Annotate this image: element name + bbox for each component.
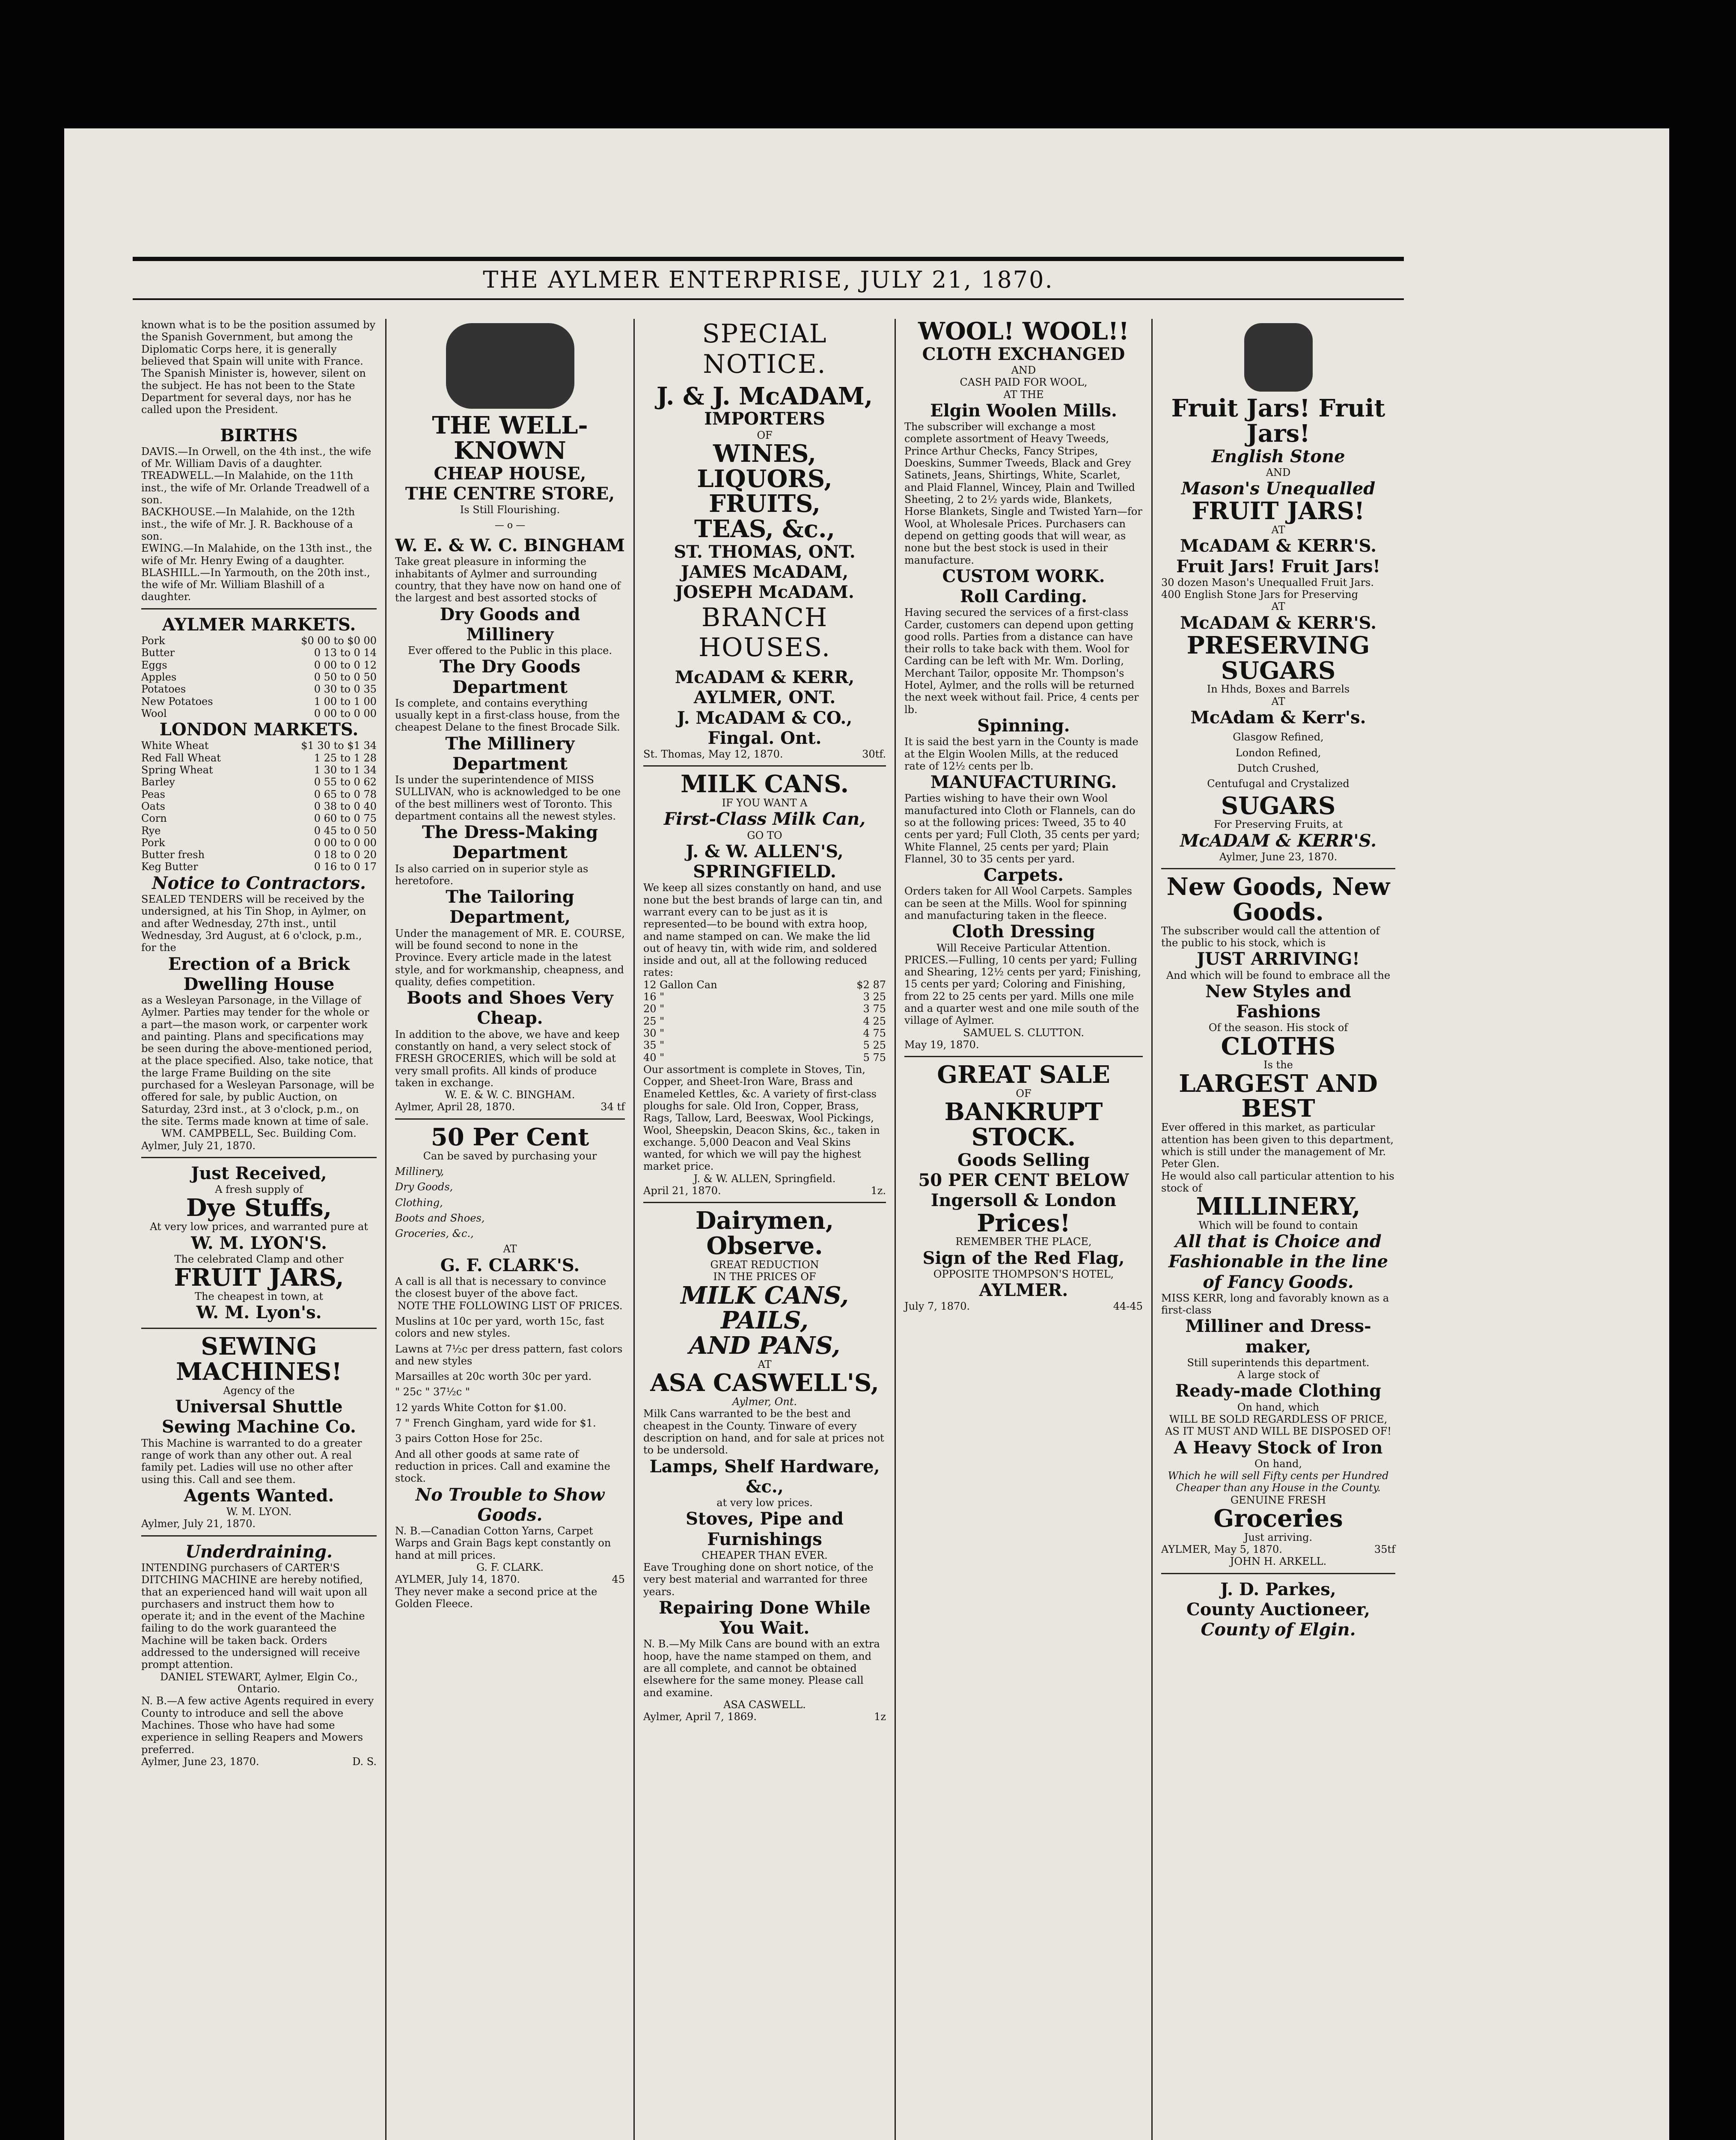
market-row: White Wheat $1 30 to $1 34 xyxy=(141,740,377,752)
market-row: Peas 0 65 to 0 78 xyxy=(141,788,377,800)
birth-entry: BLASHILL.—In Yarmouth, on the 20th inst., the wife of Mr. William Blashill of a daughter. xyxy=(141,566,370,603)
date-3: Aylmer, July 21, 1870. xyxy=(141,1518,256,1530)
market-row: Barley 0 55 to 0 62 xyxy=(141,776,377,788)
isthe: Is the xyxy=(1263,1059,1293,1071)
contractors-sign: WM. CAMPBELL, Sec. Building Com. xyxy=(161,1127,357,1140)
market-row: Apples 0 50 to 0 50 xyxy=(141,671,377,683)
asa-date-row xyxy=(643,1711,886,1723)
contractors-date: Aylmer, July 21, 1870. xyxy=(141,1139,256,1152)
aylmer-markets-title: AYLMER MARKETS. xyxy=(162,614,356,635)
date-2: AYLMER, July 14, 1870. xyxy=(395,1573,520,1586)
market-row: Spring Wheat 1 30 to 1 34 xyxy=(141,764,377,776)
market-row: Potatoes 0 30 to 0 35 xyxy=(141,683,377,696)
birth-entry: DAVIS.—In Orwell, on the 4th inst., the wife of Mr. William Davis of a daughter. xyxy=(141,445,372,470)
divider xyxy=(643,1202,886,1203)
mckerr-4: McADAM & KERR'S. xyxy=(1180,830,1376,851)
preserving: PRESERVING SUGARS xyxy=(1186,631,1370,685)
top-rule xyxy=(133,257,1404,261)
flourishing: Is Still Flourishing. xyxy=(460,503,560,516)
asa-date: Aylmer, April 7, 1869. xyxy=(643,1711,757,1723)
list-item: Groceries, &c., xyxy=(395,1228,474,1240)
kerr: MISS KERR, long and favorably known as a first-class xyxy=(1161,1292,1389,1317)
note: NOTE THE FOLLOWING LIST OF PRICES. xyxy=(397,1299,623,1312)
fleece: They never make a second price at the Golden Fleece. xyxy=(395,1585,597,1610)
can-be-saved: Can be saved by purchasing your xyxy=(423,1150,597,1162)
take: Take great pleasure in informing the inhabitants of Aylmer and surrounding country, that they have now on hand one of the largest and best assorted stocks of xyxy=(395,556,621,604)
dress-dept: The Dress-Making Department xyxy=(422,822,598,863)
date-row xyxy=(395,1101,625,1113)
column-2 xyxy=(385,319,633,2140)
subscriber: The subscriber will exchange a most complete assortment of Heavy Tweeds, Prince Arthur Checks, Fancy Stripes, Doeskins, Summer Tweeds, Black and Grey Satinets, Jeans, Shirtings, White, Scarlet, and Plaid Flannel, Wincey, Plain and Twilled Sheeting, 2 to 2½ yards wide, Blankets, Horse Blankets, Single and Twisted Yarn—for Wool, at Wholesale Prices. Purchasers can depend on getting goods that will wear, as none but the best stock is used in their manufacture. xyxy=(904,421,1142,566)
ever: Ever offered to the Public in this place. xyxy=(408,645,612,657)
masthead: THE AYLMER ENTERPRISE, JULY 21, 1870. xyxy=(483,266,1054,293)
birth-entry: EWING.—In Malahide, on the 13th inst., the wife of Mr. Henry Ewing of a daughter. xyxy=(141,542,372,567)
contractors-headline: Erection of a Brick Dwelling House xyxy=(168,954,350,994)
celebrated: The celebrated Clamp and other xyxy=(174,1253,344,1265)
still: Still superintends this department. xyxy=(1187,1356,1370,1369)
embrace: And which will be found to embrace all the xyxy=(1166,969,1391,981)
asa-sign: ASA CASWELL. xyxy=(723,1698,806,1711)
contractors-text-2: as a Wesleyan Parsonage, in the Village of Aylmer. Parties may tender for the whole or a part—the mason work, or carpenter work and painting. Plans and specifications may be seen during the above-mentioned period, at the place specified. Also, take notice, that the large Frame Building on the site purchased for a Wesleyan Parsonage, will be offered for sale, by public Auction, on Saturday, 23rd inst., at 3 o'clock, p.m., on the site. Terms made known at time of sale. xyxy=(141,994,375,1127)
nb: N. B.—Canadian Cotton Yarns, Carpet Warps and Grain Bags kept constantly on hand at mill prices. xyxy=(395,1525,611,1561)
divider xyxy=(643,765,886,767)
separator: — o — xyxy=(494,520,526,531)
aylmer-ont: AYLMER, ONT. xyxy=(693,687,836,708)
clutton: SAMUEL S. CLUTTON. xyxy=(963,1026,1084,1039)
nb: N. B.—My Milk Cans are bound with an extra hoop, have the name stamped on them, and are all complete, and cannot be obtained elsewhere for the same money. Please call and examine. xyxy=(643,1638,880,1699)
assortment: Our assortment is complete in Stoves, Tin, Copper, and Sheet-Iron Ware, Brass and Enameled Kettles, &c. A variety of first-class ploughs for sale. Old Iron, Copper, Brass, Rags, Tallow, Lard, Beeswax, Wool Pickings, Wool, Sheepskin, Deacon Skins, &c., taken in exchange. 5,000 Deacon and Veal Skins wanted, for which we will pay the highest market price. xyxy=(643,1063,880,1173)
num-2: 45 xyxy=(612,1573,625,1586)
groceries: Groceries xyxy=(1213,1504,1343,1533)
may-row xyxy=(1161,1543,1395,1555)
warranted: This Machine is warranted to do a greater range of work than any other out. A real family pet. Ladies will use no other after using this. Call and see them. xyxy=(141,1437,362,1486)
column-5 xyxy=(1151,319,1404,2140)
market-row: Oats 0 38 to 0 40 xyxy=(141,800,377,812)
mcadam: J. & J. McADAM, xyxy=(656,382,873,410)
mckerr-2: McADAM & KERR'S. xyxy=(1180,612,1376,633)
stoves: Stoves, Pipe and Furnishings xyxy=(686,1509,844,1549)
fruit-jars: FRUIT JARS, xyxy=(174,1263,344,1292)
fifty: Which he will sell Fifty cents per Hundred Cheaper than any House in the County. xyxy=(1168,1470,1389,1494)
column-4 xyxy=(895,319,1151,2140)
fruits: FRUITS, xyxy=(709,490,820,518)
pails: PAILS, xyxy=(721,1306,809,1335)
cloth: CLOTH EXCHANGED xyxy=(922,344,1125,364)
gallon-row: 12 Gallon Can $2 87 xyxy=(643,978,886,991)
just: Just arriving. xyxy=(1244,1531,1313,1543)
also: He would also call particular attention to his stock of xyxy=(1161,1170,1394,1194)
carp-text: Orders taken for All Wool Carpets. Samples can be seen at the Mills. Wool for spinning and manufacturing taken in the fleece. xyxy=(904,885,1132,922)
date: Aylmer, April 28, 1870. xyxy=(395,1101,515,1113)
season: Of the season. His stock of xyxy=(1208,1022,1348,1034)
cloths: CLOTHS xyxy=(1221,1032,1336,1061)
heavy: A Heavy Stock of Iron xyxy=(1174,1437,1383,1458)
which: Which will be found to contain xyxy=(1198,1219,1358,1231)
aylmer-markets-list xyxy=(141,635,377,719)
fingal: Fingal. Ont. xyxy=(707,728,822,748)
sugar-item: Glasgow Refined, xyxy=(1233,731,1324,743)
wines: WINES, LIQUORS, xyxy=(697,439,832,493)
received-sub: A fresh supply of xyxy=(215,1183,303,1196)
at-2: AT xyxy=(1271,600,1285,613)
cheaper: CHEAPER THAN EVER. xyxy=(702,1549,828,1561)
ds: D. S. xyxy=(352,1755,377,1768)
may: AYLMER, May 5, 1870. xyxy=(1161,1543,1282,1556)
market-row: Eggs 0 00 to 0 12 xyxy=(141,659,377,671)
onhand: On hand, which xyxy=(1237,1401,1320,1413)
london-markets-list xyxy=(141,740,377,873)
bottom-sign xyxy=(141,1756,377,1768)
remember: REMEMBER THE PLACE, xyxy=(955,1236,1092,1248)
allen-date-row xyxy=(643,1185,886,1197)
lyon-2: W. M. Lyon's. xyxy=(196,1302,322,1323)
mckerr-3: McAdam & Kerr's. xyxy=(1190,707,1366,728)
births-list xyxy=(141,446,377,603)
newstyles: New Styles and Fashions xyxy=(1205,981,1352,1022)
stewart: DANIEL STEWART, Aylmer, Elgin Co., Ontario. xyxy=(160,1670,358,1695)
fruit-3: Fruit Jars! Fruit Jars! xyxy=(1176,556,1380,577)
lyon-3: W. M. LYON. xyxy=(226,1506,292,1518)
aylmer: AYLMER. xyxy=(979,1280,1068,1301)
agents: Agents Wanted. xyxy=(184,1485,334,1506)
list-item: Clothing, xyxy=(395,1196,443,1209)
manufacturing: MANUFACTURING. xyxy=(930,772,1117,793)
genuine: GENUINE FRESH xyxy=(1230,1494,1326,1506)
forpreserving: For Preserving Fruits, at xyxy=(1214,818,1343,831)
wool: WOOL! WOOL!! xyxy=(918,319,1129,345)
at: AT xyxy=(503,1243,517,1255)
spinning: Spinning. xyxy=(977,716,1070,736)
divider xyxy=(395,1118,625,1120)
gfclark: G. F. CLARK. xyxy=(476,1561,544,1573)
and: AND xyxy=(1011,364,1036,376)
parkes: J. D. Parkes, xyxy=(1220,1579,1336,1599)
mckerr: McADAM & KERR, xyxy=(675,667,855,688)
market-row: Wool 0 00 to 0 00 xyxy=(141,707,377,719)
bankrupt: BANKRUPT STOCK. xyxy=(944,1098,1103,1152)
teas: TEAS, &c., xyxy=(694,515,835,544)
july: July 7, 1870. xyxy=(904,1300,970,1313)
market-row: Pork 0 00 to 0 00 xyxy=(141,836,377,849)
dry-dept: The Dry Goods Department xyxy=(439,657,581,697)
date-4: Aylmer, June 23, 1870. xyxy=(141,1755,259,1768)
divider xyxy=(1161,868,1395,869)
london-markets-title: LONDON MARKETS. xyxy=(159,719,359,740)
prices: Prices! xyxy=(977,1209,1070,1237)
firstclass: First-Class Milk Can, xyxy=(663,809,866,829)
arriving: JUST ARRIVING! xyxy=(1197,949,1360,969)
subscriber: The subscriber would call the attention of the public to his stock, which is xyxy=(1161,924,1380,949)
joseph: JOSEPH McADAM. xyxy=(675,582,854,603)
column-1 xyxy=(133,319,385,2140)
redflag: Sign of the Red Flag, xyxy=(922,1248,1125,1268)
of: OF xyxy=(1016,1088,1031,1100)
well-known: THE WELL-KNOWN xyxy=(432,411,588,465)
date-row-2 xyxy=(395,1573,625,1585)
underdraining: INTENDING purchasers of CARTER'S DITCHING MACHINE are hereby notified, that an experienced hand will wait upon all purchasers and instruct them how to operate it; and in the event of the Machine failing to do the work guaranteed the Machine will be taken back. Orders addressed to the undersigned will receive prompt attention. xyxy=(141,1561,368,1671)
opposite: OPPOSITE THOMPSON'S HOTEL, xyxy=(933,1268,1114,1280)
repairing: Repairing Done While You Wait. xyxy=(659,1598,871,1638)
spin-text: It is said the best yarn in the County is made at the Elgin Woolen Mills, at the reduced rate of 12½ cents per lb. xyxy=(904,736,1139,772)
goto: GO TO xyxy=(747,829,782,841)
dozen: 30 dozen Mason's Unequalled Fruit Jars. 400 English Stone Jars for Preserving xyxy=(1161,576,1374,601)
cheapest: The cheapest in town, at xyxy=(195,1290,323,1302)
fruit-jars: Fruit Jars! Fruit Jars! xyxy=(1171,394,1385,448)
eave: Eave Troughing done on short notice, of the very best material and warranted for three years. xyxy=(643,1561,874,1598)
contractors-text: SEALED TENDERS will be received by the undersigned, at his Tin Shop, in Aylmer, on and after Wednesday, 27th inst., until Wednesday, 3rd August, at 6 o'clock, p.m., for the xyxy=(141,893,366,954)
bottom-rule xyxy=(133,298,1404,300)
contractors-title: Notice to Contractors. xyxy=(152,873,366,893)
column-3 xyxy=(633,319,895,2140)
birth-entry: BACKHOUSE.—In Malahide, on the 12th inst., the wife of Mr. J. R. Backhouse of a son. xyxy=(141,506,355,542)
num: 34 tf xyxy=(600,1101,625,1113)
allen-sign: J. & W. ALLEN, Springfield. xyxy=(693,1172,836,1185)
centre-store: THE CENTRE STORE, xyxy=(405,483,615,504)
gallon-row: 35 " 5 25 xyxy=(643,1039,886,1052)
lyon-1: W. M. LYON'S. xyxy=(191,1233,327,1253)
tailoring-dept: The Tailoring Department, xyxy=(446,887,574,927)
dry-goods: Dry Goods and Millinery xyxy=(440,604,580,645)
boots-shoes: Boots and Shoes Very Cheap. xyxy=(407,988,613,1028)
at: AT xyxy=(758,1358,772,1371)
divider xyxy=(141,1535,377,1537)
special-notice: SPECIAL NOTICE. xyxy=(702,319,827,379)
july-row xyxy=(904,1300,1143,1312)
sugars: SUGARS xyxy=(1221,791,1336,820)
gallon-row: 40 " 5 75 xyxy=(643,1051,886,1064)
dressing: Cloth Dressing xyxy=(952,921,1095,942)
market-row: Corn 0 60 to 0 75 xyxy=(141,812,377,825)
large: A large stock of xyxy=(1237,1369,1319,1381)
dress-text: Is also carried on in superior style as heretofore. xyxy=(395,862,589,887)
price-item: Muslins at 10c per yard, worth 15c, fast colors and new styles. xyxy=(395,1315,604,1340)
may: May 19, 1870. xyxy=(904,1039,979,1051)
divider xyxy=(1161,1573,1395,1574)
other: And all other goods at same rate of reduction in prices. Call and examine the stock. xyxy=(395,1448,610,1485)
sewing-machines: SEWING MACHINES! xyxy=(175,1332,342,1386)
market-row: Butter fresh 0 18 to 0 20 xyxy=(141,849,377,861)
great-reduction: GREAT REDUCTION xyxy=(710,1259,819,1271)
allen-date: April 21, 1870. xyxy=(643,1185,721,1197)
st-date-row xyxy=(643,748,886,760)
universal: Universal Shuttle Sewing Machine Co. xyxy=(162,1397,356,1437)
prices-text: PRICES.—Fulling, 10 cents per yard; Fulling and Shearing, 12½ cents per yard; Finishing, 15 cents per yard; Coloring and Finishing, from 22 to 25 cents per yard. Mills one mile and a quarter west and one mile south of the village of Aylmer. xyxy=(904,954,1141,1027)
nb: N. B.—A few active Agents required in every County to introduce and sell the above Machines. Those who have had some experience in selling Reapers and Mowers preferred. xyxy=(141,1695,374,1756)
price-item: 12 yards White Cotton for $1.00. xyxy=(395,1401,567,1414)
divider xyxy=(141,608,377,609)
mckerr: McADAM & KERR'S. xyxy=(1180,536,1376,556)
millinery-text: Is under the superintendence of MISS SULLIVAN, who is acknowledged to be one of the best milliners west of Toronto. This department contains all the newest styles. xyxy=(395,774,621,822)
milkcans: MILK CANS, xyxy=(681,1281,849,1310)
tailoring-text: Under the management of MR. E. COURSE, will be found second to none in the Province. Every article made in the latest style, and for workmanship, cheapness, and quality, defies competition. xyxy=(395,927,625,988)
market-row: Keg Butter 0 16 to 0 17 xyxy=(141,861,377,873)
cheap-house: CHEAP HOUSE, xyxy=(434,463,586,484)
ever: Ever offered in this market, as particular attention has been given to this department, which is still under the management of Mr. Peter Glen. xyxy=(1161,1121,1394,1170)
below: 50 PER CENT BELOW xyxy=(918,1170,1129,1191)
roll-text: Having secured the services of a first-class Carder, customers can depend upon getting good rolls. Parties from a distance can have their rolls to take back with them. Wool for Carding can be left with Mr. Wm. Dorling, Merchant Tailor, opposite Mr. Thompson's Hotel, Aylmer, and the rolls will be returned the next week without fail. Price, 4 cents per lb. xyxy=(904,606,1139,716)
birth-entry: TREADWELL.—In Malahide, on the 11th inst., the wife of Mr. Orlande Treadwell of a son. xyxy=(141,470,370,506)
ifyou: IF YOU WANT A xyxy=(722,797,808,809)
st-date: St. Thomas, May 12, 1870. xyxy=(643,748,783,760)
of: OF xyxy=(757,429,773,441)
lamps: Lamps, Shelf Hardware, &c., xyxy=(649,1456,880,1497)
readymade: Ready-made Clothing xyxy=(1175,1381,1382,1401)
milk-cans: MILK CANS. xyxy=(681,770,849,799)
onhand-2: On hand, xyxy=(1254,1457,1302,1470)
bingham-sign: W. E. & W. C. BINGHAM. xyxy=(445,1089,575,1101)
elgin: Elgin Woolen Mills. xyxy=(930,400,1117,421)
divider xyxy=(141,1328,377,1329)
received-title: Just Received, xyxy=(191,1163,327,1183)
man-text: Parties wishing to have their own Wool manufactured into Cloth or Flannels, can do so at the following prices: Tweed, 35 to 40 cents per yard; Full Cloth, 35 cents per yard; White Flannel, 25 cents per yard; Plain Flannel, 30 to 35 cents per yard. xyxy=(904,792,1140,865)
ingersoll: Ingersoll & London xyxy=(930,1190,1117,1211)
sugar-item: Centufugal and Crystalized xyxy=(1207,778,1350,790)
market-row: Pork $0 00 to $0 00 xyxy=(141,634,377,647)
thomas: ST. THOMAS, ONT. xyxy=(674,542,856,562)
price-item: Marsailles at 20c worth 30c per yard. xyxy=(395,1370,592,1383)
branch-houses: BRANCH HOUSES. xyxy=(698,602,831,663)
county: County of Elgin. xyxy=(1201,1620,1356,1640)
asa-num: 1z xyxy=(874,1711,886,1723)
pans: AND PANS, xyxy=(689,1332,841,1360)
list-item: Boots and Shoes, xyxy=(395,1212,485,1224)
news-lead: known what is to be the position assumed by the Spanish Government, but among the Diplomatic Corps here, it is generally believed that Spain will unite with France. The Spanish Minister is, however, silent on the subject. He has not been to the State Department for several days, nor has he called upon the President. xyxy=(141,319,376,416)
fruit-2: FRUIT JARS! xyxy=(1192,497,1365,526)
and: AND xyxy=(1266,466,1291,479)
sugars-list xyxy=(1161,731,1395,790)
births-title: BIRTHS xyxy=(220,425,298,446)
goods: Goods Selling xyxy=(957,1150,1090,1171)
jmc: J. McADAM & CO., xyxy=(677,707,853,728)
call: A call is all that is necessary to convince the closest buyer of the above fact. xyxy=(395,1275,606,1300)
gallon-row: 30 " 4 75 xyxy=(643,1027,886,1040)
hand-icon xyxy=(1244,323,1313,392)
at-the: AT THE xyxy=(1003,388,1044,401)
price-item: Lawns at 7½c per dress pattern, fast colors and new styles xyxy=(395,1343,623,1367)
market-row: Rye 0 45 to 0 50 xyxy=(141,824,377,837)
trouble: No Trouble to Show Goods. xyxy=(415,1484,605,1525)
newgoods: New Goods, New Goods. xyxy=(1166,873,1390,926)
gallon-table xyxy=(643,979,886,1064)
cash: CASH PAID FOR WOOL, xyxy=(960,376,1088,389)
columns xyxy=(133,319,1404,2140)
masons: Mason's Unequalled xyxy=(1181,479,1376,499)
gallon-row: 16 " 3 25 xyxy=(643,991,886,1003)
num: 35tf xyxy=(1374,1543,1395,1556)
english: English Stone xyxy=(1211,446,1345,467)
clark: G. F. CLARK'S. xyxy=(440,1255,580,1275)
market-row: Butter 0 13 to 0 14 xyxy=(141,647,377,659)
aylmerOnt: Aylmer, Ont. xyxy=(732,1396,797,1408)
milliner: Milliner and Dress-maker, xyxy=(1185,1316,1371,1357)
gallon-row: 20 " 3 75 xyxy=(643,1003,886,1015)
list-item: Millinery, xyxy=(395,1165,444,1177)
importers: IMPORTERS xyxy=(704,409,825,429)
dye-stuffs: Dye Stuffs, xyxy=(186,1194,332,1222)
arkell: JOHN H. ARKELL. xyxy=(1230,1555,1327,1568)
dairymen: Dairymen, Observe. xyxy=(695,1207,834,1260)
boots-text: In addition to the above, we have and keep constantly on hand, a very select stock of FRESH GROCERIES, which will be sold at very small profits. All kinds of produce taken in exchange. xyxy=(395,1028,620,1089)
june: Aylmer, June 23, 1870. xyxy=(1219,850,1338,863)
great-sale: GREAT SALE xyxy=(937,1061,1110,1089)
list-item: Dry Goods, xyxy=(395,1181,453,1193)
market-row: New Potatoes 1 00 to 1 00 xyxy=(141,695,377,707)
choice: All that is Choice and Fashionable in the line of Fancy Goods. xyxy=(1168,1231,1388,1292)
num: 44-45 xyxy=(1113,1300,1143,1313)
carpets: Carpets. xyxy=(983,865,1064,886)
gallon-row: 25 " 4 25 xyxy=(643,1015,886,1027)
regardless: WILL BE SOLD REGARDLESS OF PRICE, AS IT MUST AND WILL BE DISPOSED OF! xyxy=(1165,1413,1391,1438)
millinery-dept: The Millinery Department xyxy=(445,733,575,774)
items-list xyxy=(395,1165,625,1240)
at: AT xyxy=(1271,524,1285,536)
auction: County Auctioneer, xyxy=(1186,1599,1370,1620)
millinery: MILLINERY, xyxy=(1196,1192,1361,1221)
ornament-icon xyxy=(446,323,574,409)
sugar-item: Dutch Crushed, xyxy=(1237,762,1320,774)
price-item: 7 " French Gingham, yard wide for $1. xyxy=(395,1417,596,1430)
st-num: 30tf. xyxy=(862,748,886,760)
divider xyxy=(141,1157,377,1158)
will: Will Receive Particular Attention. xyxy=(936,942,1111,954)
sugar-item: London Refined, xyxy=(1235,746,1321,759)
underdraining-title: Underdraining. xyxy=(185,1541,333,1562)
largest: LARGEST AND BEST xyxy=(1179,1069,1378,1123)
allens: J. & W. ALLEN'S, SPRINGFIELD. xyxy=(686,841,844,882)
warranted: Milk Cans warranted to be the best and cheapest in the County. Tinware of every description on hand, and for sale at prices not to be undersold. xyxy=(643,1408,884,1456)
divider xyxy=(904,1056,1143,1057)
price-item: 3 pairs Cotton Hose for 25c. xyxy=(395,1433,543,1445)
masthead-area xyxy=(133,257,1404,305)
price-item: " 25c " 37½c " xyxy=(395,1386,470,1398)
james: JAMES McADAM, xyxy=(681,562,849,583)
market-row: Red Fall Wheat 1 25 to 1 28 xyxy=(141,752,377,764)
low: at very low prices. xyxy=(716,1497,813,1509)
keep: We keep all sizes constantly on hand, and use none but the best brands of large can tin, and warrant every can to be just as it is represented—to be bound with extra hoop, and name stamped on can. We make the lid out of heavy tin, with wide rim, and soldered inside and out, all at the following reduced rates: xyxy=(643,882,883,979)
at-3: AT xyxy=(1271,695,1285,707)
bingham: W. E. & W. C. BINGHAM xyxy=(395,535,625,556)
hhds: In Hhds, Boxes and Barrels xyxy=(1207,683,1350,696)
agency: Agency of the xyxy=(223,1384,295,1397)
prices-of: IN THE PRICES OF xyxy=(713,1271,816,1283)
fifty-percent: 50 Per Cent xyxy=(431,1123,589,1151)
roll: Roll Carding. xyxy=(960,586,1088,607)
custom: CUSTOM WORK. xyxy=(942,566,1105,586)
allen-num: 1z. xyxy=(871,1185,886,1197)
dry-dept-text: Is complete, and contains everything usually kept in a first-class house, from the cheapest Delane to the finest Brocade Silk. xyxy=(395,697,620,734)
dye-sub: At very low prices, and warranted pure at xyxy=(150,1221,368,1233)
prices-list xyxy=(395,1315,625,1445)
asa: ASA CASWELL'S, xyxy=(650,1369,879,1397)
